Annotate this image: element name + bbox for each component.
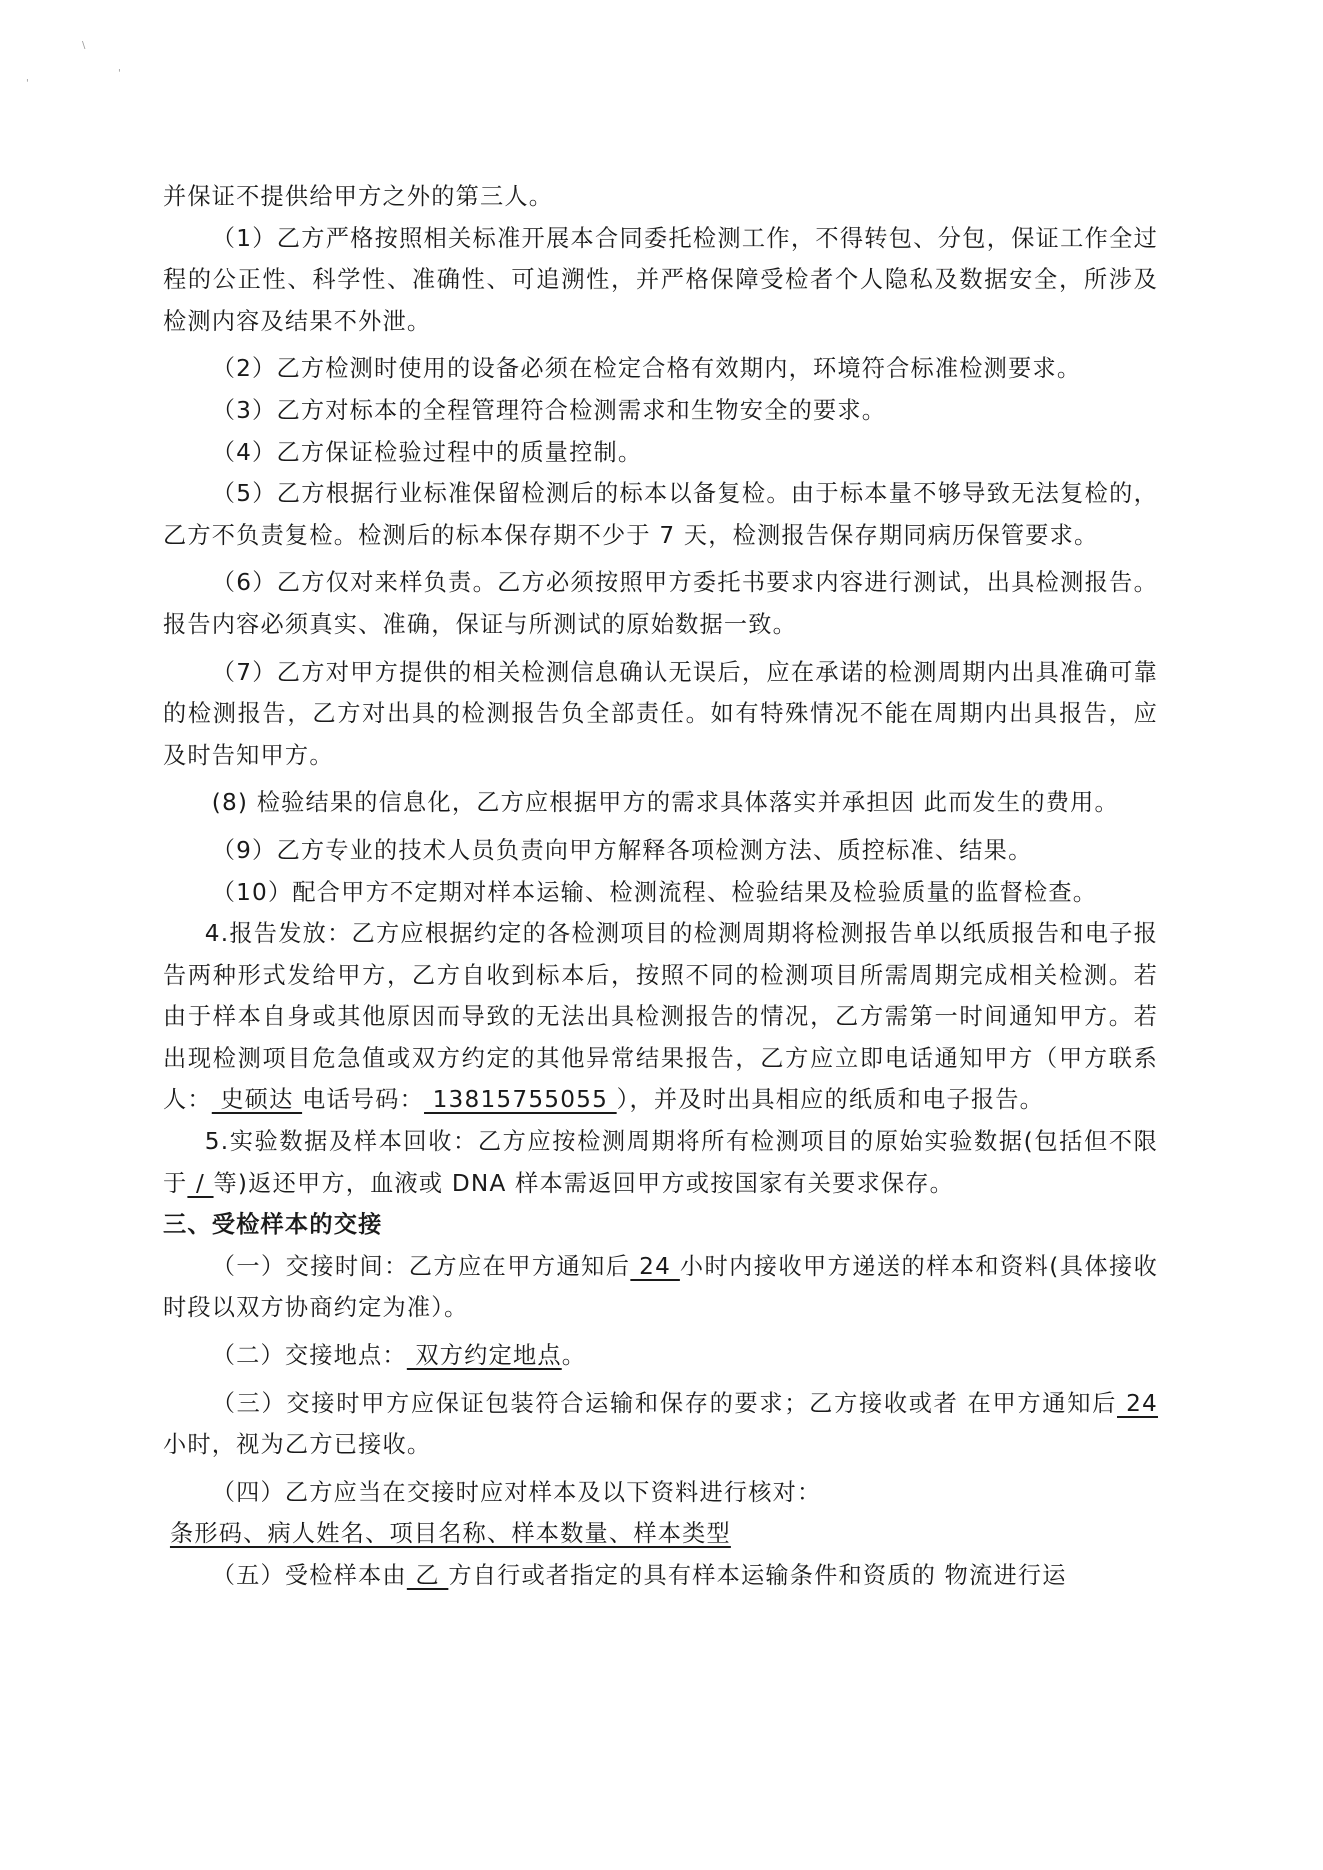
- clause-2: （2）乙方检测时使用的设备必须在检定合格有效期内，环境符合标准检测要求。: [211, 355, 1082, 383]
- clause-8: (8) 检验结果的信息化，乙方应根据甲方的需求具体落实并承担因 此而发生的费用。: [211, 789, 1119, 817]
- contact-person-field: 史硕达: [211, 1086, 303, 1114]
- data-text-b: 等)返还甲方，血液或 DNA 样本需返回甲方或按国家有关要求保存。: [213, 1169, 955, 1197]
- sample-transport: [163, 1555, 1158, 1597]
- handover-place-field: 双方约定地点: [406, 1342, 562, 1370]
- transport-text-a: （五）受检样本由: [211, 1562, 407, 1589]
- handover-time: [163, 1246, 1158, 1329]
- packaging-text-b: 小时，视为乙方已接收。: [163, 1431, 432, 1459]
- handover-place: [163, 1335, 1158, 1377]
- scan-speck: \: [82, 40, 86, 51]
- report-text-a: 4.报告发放：乙方应根据约定的各检测项目的检测周期将检测报告单以纸质报告和电子报告两种形式发给甲方，乙方自收到标本后，按照不同的检测项目所需周期完成相关检测。若由于样本自身或其他原因而导致的无法出具检测报告的情况，乙方需第一时间通知甲方。若出现检测项目危急值或双方约定的其他异常结果报告，乙方应立即电话通知甲方（甲方联系人：: [163, 920, 1158, 1114]
- acceptance-hours-field: 24: [1117, 1389, 1158, 1417]
- verification-items-field: 条形码、病人姓名、项目名称、样本数量、样本类型: [169, 1520, 731, 1548]
- handover-packaging: [163, 1383, 1158, 1466]
- report-text-b: 电话号码：: [302, 1086, 425, 1114]
- handover-verification: （四）乙方应当在交接时应对样本及以下资料进行核对：: [211, 1478, 822, 1506]
- phone-number-field: 13815755055: [424, 1086, 617, 1114]
- section-data-return: [163, 1121, 1158, 1204]
- handover-place-text-b: 。: [561, 1342, 587, 1370]
- clause-1: （1）乙方严格按照相关标准开展本合同委托检测工作，不得转包、分包，保证工作全过程的公正性、科学性、准确性、可追溯性，并严格保障受检者个人隐私及数据安全，所涉及检测内容及结果不外泄。: [163, 224, 1158, 335]
- clause-6: （6）乙方仅对来样负责。乙方必须按照甲方委托书要求内容进行测试，出具检测报告。报告内容必须真实、准确，保证与所测试的原始数据一致。: [163, 569, 1158, 638]
- scan-speck: ': [26, 78, 29, 89]
- transport-party-field: 乙: [406, 1562, 449, 1589]
- clause-5: （5）乙方根据行业标准保留检测后的标本以备复检。由于标本量不够导致无法复检的，乙方不负责复检。检测后的标本保存期不少于 7 天，检测报告保存期同病历保管要求。: [163, 480, 1158, 549]
- paragraph-continuation: 并保证不提供给甲方之外的第三人。: [163, 183, 554, 210]
- handover-place-text-a: （二）交接地点：: [211, 1342, 407, 1370]
- clause-7: （7）乙方对甲方提供的相关检测信息确认无误后，应在承诺的检测周期内出具准确可靠的检测报告，乙方对出具的检测报告负全部责任。如有特殊情况不能在周期内出具报告，应及时告知甲方。: [163, 658, 1158, 769]
- contract-body: [163, 176, 1158, 1597]
- packaging-text-a: （三）交接时甲方应保证包装符合运输和保存的要求；乙方接收或者 在甲方通知后: [211, 1389, 1117, 1417]
- clause-3: （3）乙方对标本的全程管理符合检测需求和生物安全的要求。: [211, 396, 887, 424]
- clause-10: （10）配合甲方不定期对样本运输、检测流程、检验结果及检验质量的监督检查。: [211, 878, 1098, 906]
- clause-9: （9）乙方专业的技术人员负责向甲方解释各项检测方法、质控标准、结果。: [211, 836, 1033, 864]
- clause-4: （4）乙方保证检验过程中的质量控制。: [211, 438, 643, 466]
- section-report-issuance: [163, 913, 1158, 1121]
- handover-time-text-a: （一）交接时间：乙方应在甲方通知后: [211, 1252, 631, 1280]
- report-text-c: ），并及时出具相应的纸质和电子报告。: [616, 1086, 1045, 1114]
- handover-hours-field: 24: [630, 1252, 680, 1280]
- handover-time-text-b: 小时内接收甲方递送的样本和资料(具体接收时段以双方协商约定为准）。: [163, 1252, 1159, 1322]
- data-text-a: 5.实验数据及样本回收：乙方应按检测周期将所有检测项目的原始实验数据(包括但不限于: [163, 1128, 1158, 1197]
- data-blank-field: /: [187, 1169, 214, 1197]
- section-heading-sample-handover: 三、受检样本的交接: [163, 1211, 383, 1239]
- transport-text-b: 方自行或者指定的具有样本运输条件和资质的 物流进行运: [448, 1562, 1067, 1589]
- scan-speck: ': [118, 68, 121, 79]
